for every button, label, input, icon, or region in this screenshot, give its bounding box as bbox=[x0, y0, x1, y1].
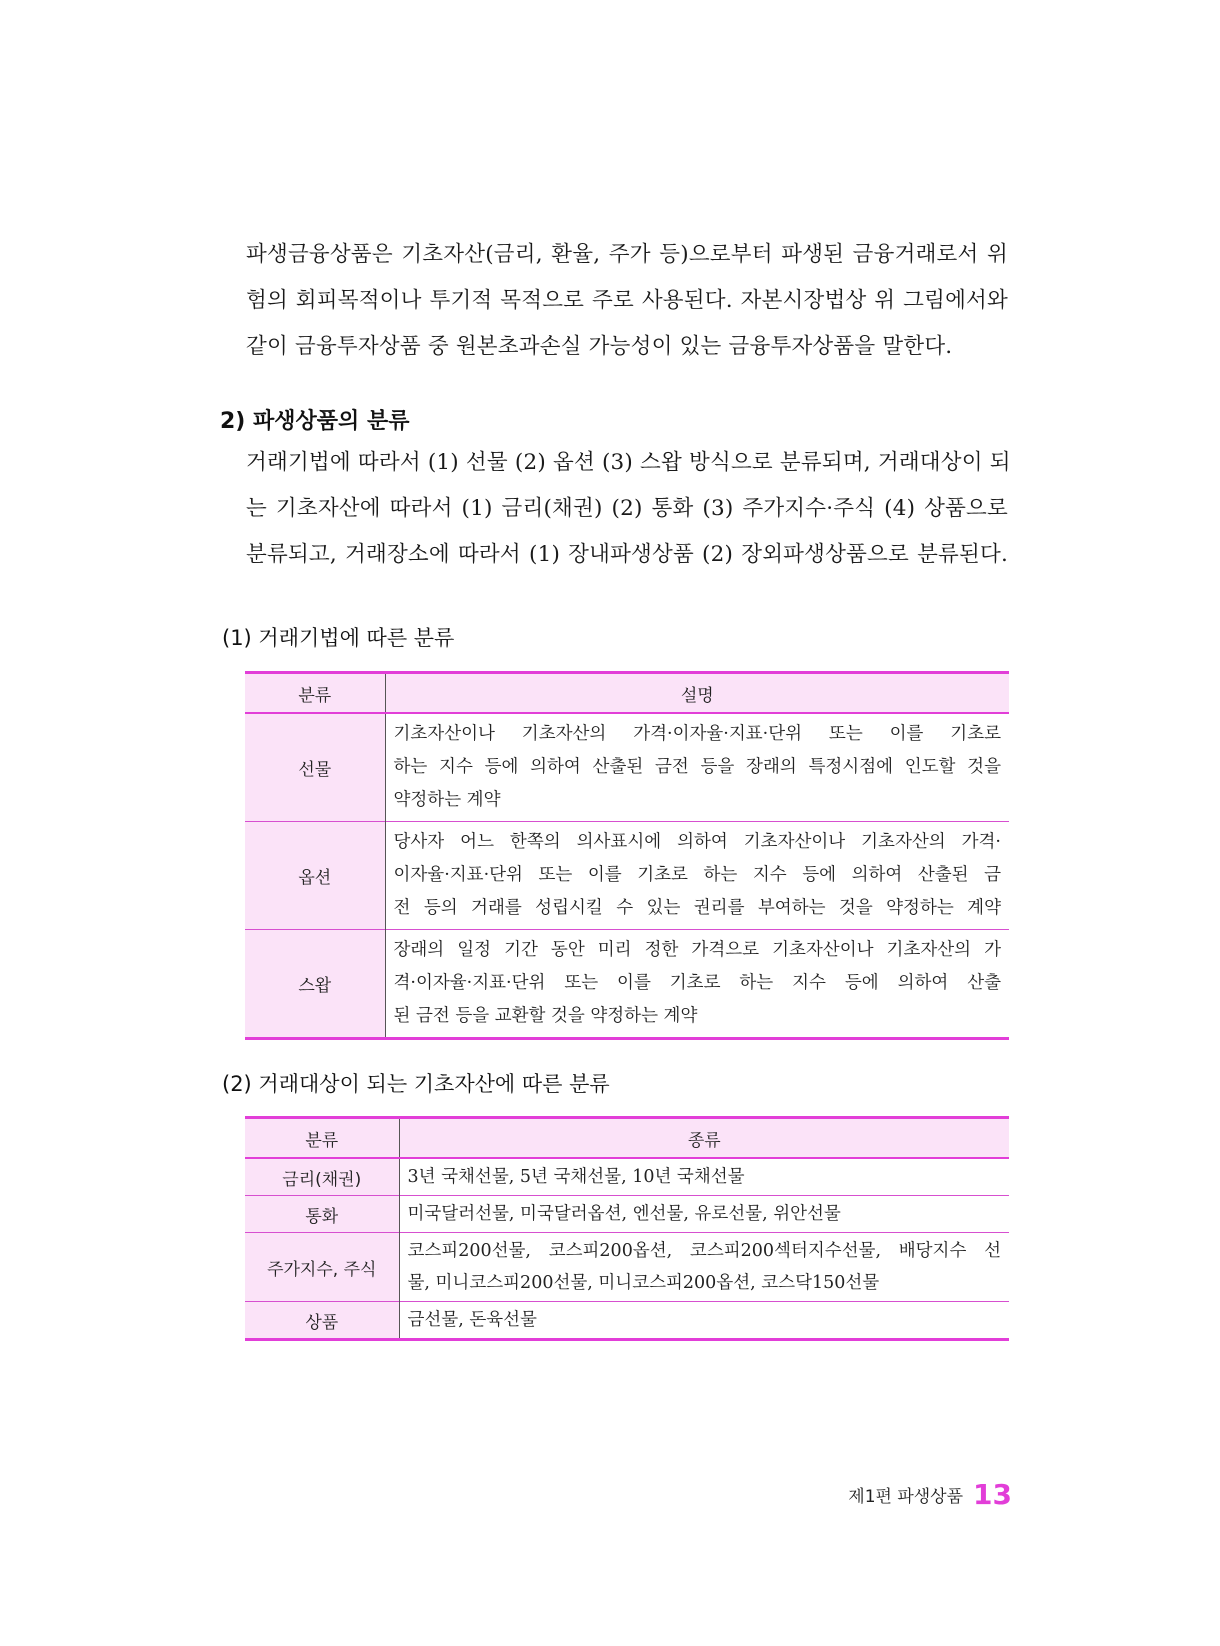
category-cell: 선물 bbox=[245, 713, 385, 822]
section-paragraph bbox=[246, 440, 1011, 578]
table-row bbox=[245, 822, 1009, 930]
description-line: 전 등의 거래를 성립시킬 수 있는 권리를 부여하는 것을 약정하는 계약 bbox=[393, 898, 1001, 918]
intro-paragraph bbox=[246, 232, 1008, 370]
description-line: 3년 국채선물, 5년 국채선물, 10년 국채선물 bbox=[407, 1167, 745, 1187]
category-cell: 통화 bbox=[245, 1196, 399, 1233]
category-cell: 상품 bbox=[245, 1302, 399, 1340]
category-cell: 금리(채권) bbox=[245, 1158, 399, 1196]
description-line: 물, 미니코스피200선물, 미니코스피200옵션, 코스닥150선물 bbox=[407, 1273, 880, 1293]
table-row bbox=[245, 713, 1009, 822]
section-line: 는 기초자산에 따라서 (1) 금리(채권) (2) 통화 (3) 주가지수·주식 (4) 상품으로 bbox=[246, 496, 1008, 521]
category-cell: 스왑 bbox=[245, 930, 385, 1039]
intro-line: 파생금융상품은 기초자산(금리, 환율, 주가 등)으로부터 파생된 금융거래로서 위 bbox=[246, 242, 1008, 267]
section-line: 거래기법에 따라서 (1) 선물 (2) 옵션 (3) 스왑 방식으로 분류되며, 거래대상이 되 bbox=[246, 450, 1011, 475]
description-line: 된 금전 등을 교환할 것을 약정하는 계약 bbox=[393, 1006, 698, 1026]
description-line: 장래의 일정 기간 동안 미리 정한 가격으로 기초자산이나 기초자산의 가 bbox=[393, 940, 1001, 960]
description-cell bbox=[385, 822, 1009, 930]
section-line: 분류되고, 거래장소에 따라서 (1) 장내파생상품 (2) 장외파생상품으로 분류된다. bbox=[246, 542, 1008, 567]
section-heading: 2) 파생상품의 분류 bbox=[220, 409, 410, 434]
table2-title: (2) 거래대상이 되는 기초자산에 따른 분류 bbox=[222, 1072, 610, 1096]
table-header-row bbox=[245, 1118, 1009, 1159]
page-footer bbox=[848, 1478, 1012, 1511]
table-row bbox=[245, 1196, 1009, 1233]
column-header: 설명 bbox=[385, 673, 1009, 714]
description-cell bbox=[399, 1302, 1009, 1340]
footer-section-label: 제1편 파생상품 bbox=[848, 1487, 964, 1507]
description-line: 미국달러선물, 미국달러옵션, 엔선물, 유로선물, 위안선물 bbox=[407, 1204, 841, 1224]
category-cell: 옵션 bbox=[245, 822, 385, 930]
description-cell bbox=[399, 1233, 1009, 1302]
description-line: 이자율·지표·단위 또는 이를 기초로 하는 지수 등에 의하여 산출된 금 bbox=[393, 865, 1001, 885]
column-header: 종류 bbox=[399, 1118, 1009, 1159]
description-cell bbox=[399, 1158, 1009, 1196]
column-header: 분류 bbox=[245, 673, 385, 714]
description-line: 기초자산이나 기초자산의 가격·이자율·지표·단위 또는 이를 기초로 bbox=[393, 724, 1001, 744]
table-row bbox=[245, 1302, 1009, 1340]
table-row bbox=[245, 930, 1009, 1039]
page-number: 13 bbox=[973, 1478, 1012, 1511]
table-header-row bbox=[245, 673, 1009, 714]
description-line: 하는 지수 등에 의하여 산출된 금전 등을 장래의 특정시점에 인도할 것을 bbox=[393, 757, 1001, 777]
table-row bbox=[245, 1158, 1009, 1196]
description-line: 약정하는 계약 bbox=[393, 790, 501, 810]
intro-line: 같이 금융투자상품 중 원본초과손실 가능성이 있는 금융투자상품을 말한다. bbox=[246, 334, 953, 359]
table1-title: (1) 거래기법에 따른 분류 bbox=[222, 626, 455, 650]
description-line: 격·이자율·지표·단위 또는 이를 기초로 하는 지수 등에 의하여 산출 bbox=[393, 973, 1001, 993]
description-cell bbox=[385, 930, 1009, 1039]
column-header: 분류 bbox=[245, 1118, 399, 1159]
description-line: 금선물, 돈육선물 bbox=[407, 1310, 537, 1330]
table-row bbox=[245, 1233, 1009, 1302]
underlying-asset-table bbox=[245, 1116, 1009, 1341]
category-cell: 주가지수, 주식 bbox=[245, 1233, 399, 1302]
description-line: 코스피200선물, 코스피200옵션, 코스피200섹터지수선물, 배당지수 선 bbox=[407, 1241, 1001, 1261]
description-cell bbox=[399, 1196, 1009, 1233]
intro-line: 험의 회피목적이나 투기적 목적으로 주로 사용된다. 자본시장법상 위 그림에서와 bbox=[246, 288, 1008, 313]
description-line: 당사자 어느 한쪽의 의사표시에 의하여 기초자산이나 기초자산의 가격· bbox=[393, 832, 1001, 852]
trading-technique-table bbox=[245, 671, 1009, 1040]
description-cell bbox=[385, 713, 1009, 822]
